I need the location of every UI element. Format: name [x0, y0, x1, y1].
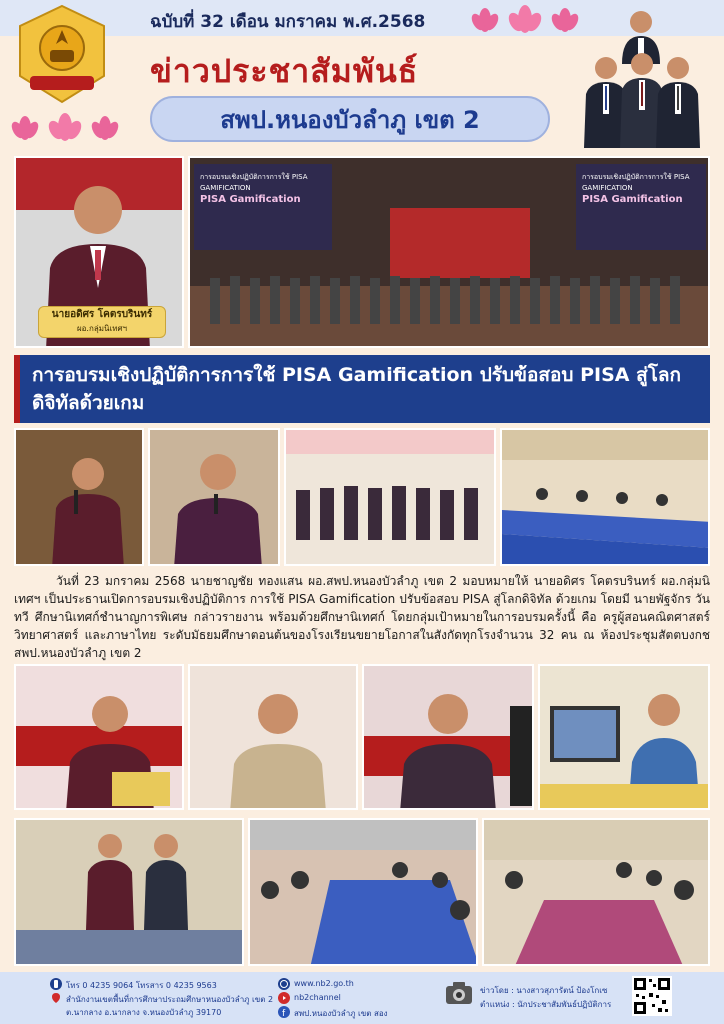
- svg-text:f: f: [282, 1009, 286, 1018]
- tech-operator-image: [540, 666, 710, 810]
- photo-trainer-3: [362, 664, 534, 810]
- workshop-2-image: [250, 820, 478, 966]
- slide-text-right: [582, 172, 700, 206]
- location-icon: [50, 992, 62, 1004]
- photo-speaker-2: [148, 428, 280, 566]
- trainer-2-image: [190, 666, 358, 810]
- camera-icon: [444, 980, 474, 1006]
- footer-reporter: ข่าวโดย : นางสาวสุภารัตน์ ป้องโกเซ: [480, 986, 608, 995]
- photo-trainer-2: [188, 664, 358, 810]
- slide-text-left: [200, 172, 326, 206]
- photo-staff-group: [284, 428, 496, 566]
- photo-group: [188, 156, 710, 348]
- photo-workshop-2: [248, 818, 478, 966]
- page-header: [0, 0, 724, 150]
- youtube-icon: [278, 992, 290, 1004]
- footer-address: ต.นากลาง อ.นากลาง จ.หนองบัวลำภู 39170: [66, 1008, 222, 1017]
- participants-room-image: [502, 430, 710, 566]
- trainer-3-image: [364, 666, 534, 810]
- trainer-1-image: [16, 666, 184, 810]
- footer-office: สำนักงานเขตพื้นที่การศึกษาประถมศึกษาหนองบัวลำภู เขต 2: [66, 995, 274, 1004]
- article-body: วันที่ 23 มกราคม 2568 นายชาญชัย ทองแสน ผอ.สพป.หนองบัวลำภู เขต 2 มอบหมายให้ นายอดิศร โคตรบรินทร์ ผอ.กลุ่มนิเทศฯ เป็นประธานเปิดการอบรมเชิงปฏิบัติการ การใช้ PISA Gamification ปรับข้อสอบ PISA สู่โลกดิจิทัล ด้วยเกม โดยมี นายพัฐจักร วันทวี ศึกษานิเทศก์ชำนาญการพิเศษ กล่าวรายงาน พร้อมด้วยศึกษานิเทศก์ โดยกลุ่มเป้าหมายในการอบรมครั้งนี้ คือ ครูผู้สอนคณิตศาสตร์ วิทยาศาสตร์ และภาษาไทย ระดับมัธยมศึกษาตอนต้นของโรงเรียนขยายโอกาสในสังกัดทุกโรงจำนวน 32 คน ณ ห้องประชุมสัตตบงกช สพป.หนองบัวลำภู เขต 2: [14, 574, 710, 660]
- lotus-decoration-left: [10, 112, 120, 142]
- phone-icon: [50, 978, 62, 990]
- newsletter-title: ข่าวประชาสัมพันธ์: [150, 52, 419, 90]
- photo-participants-room: [500, 428, 710, 566]
- globe-icon: [278, 978, 290, 990]
- photo-trainer-1: [14, 664, 184, 810]
- photo-director-portrait: [14, 156, 184, 348]
- staff-group-image: [286, 430, 496, 566]
- subtitle-pill: [150, 96, 550, 142]
- headline-banner: [14, 355, 710, 423]
- slide-line1-right: การอบรมเชิงปฏิบัติการการใช้ PISA GAMIFICATION: [582, 173, 690, 192]
- slide-line2-left: PISA Gamification: [200, 194, 301, 205]
- photo-workshop-3: [482, 818, 710, 966]
- lotus-decoration-top: [470, 4, 580, 34]
- speaker-1-image: [16, 430, 144, 566]
- director-caption: [38, 306, 166, 338]
- director-name: นายอดิศร โคตรบรินทร์: [51, 309, 153, 320]
- footer-facebook[interactable]: สพป.หนองบัวลำภู เขต สอง: [294, 1009, 388, 1018]
- director-position: ผอ.กลุ่มนิเทศฯ: [76, 324, 128, 333]
- footer-phone: โทร 0 4235 9064 โทรสาร 0 4235 9563: [66, 981, 217, 990]
- footer-reporter-position: ตำแหน่ง : นักประชาสัมพันธ์ปฏิบัติการ: [480, 1000, 612, 1009]
- office-subtitle: สพป.หนองบัวลำภู เขต 2: [220, 106, 480, 134]
- photo-workshop-1: [14, 818, 244, 966]
- emblem-logo: [16, 4, 108, 104]
- issue-label: ฉบับที่ 32 เดือน มกราคม พ.ศ.2568: [150, 12, 426, 32]
- speaker-2-image: [150, 430, 280, 566]
- workshop-3-image: [484, 820, 710, 966]
- workshop-1-image: [16, 820, 244, 966]
- slide-line1-left: การอบรมเชิงปฏิบัติการการใช้ PISA GAMIFICATION: [200, 173, 308, 192]
- executives-photo: [566, 4, 716, 148]
- facebook-icon: [278, 1006, 290, 1018]
- slide-line2-right: PISA Gamification: [582, 194, 683, 205]
- photo-tech-operator: [538, 664, 710, 810]
- footer-channel[interactable]: nb2channel: [294, 993, 341, 1002]
- footer-website[interactable]: www.nb2.go.th: [294, 979, 354, 988]
- qr-code-icon: [632, 976, 672, 1016]
- photo-speaker-1: [14, 428, 144, 566]
- headline-text: การอบรมเชิงปฏิบัติการการใช้ PISA Gamification ปรับข้อสอบ PISA สู่โลกดิจิทัลด้วยเกม: [32, 364, 682, 414]
